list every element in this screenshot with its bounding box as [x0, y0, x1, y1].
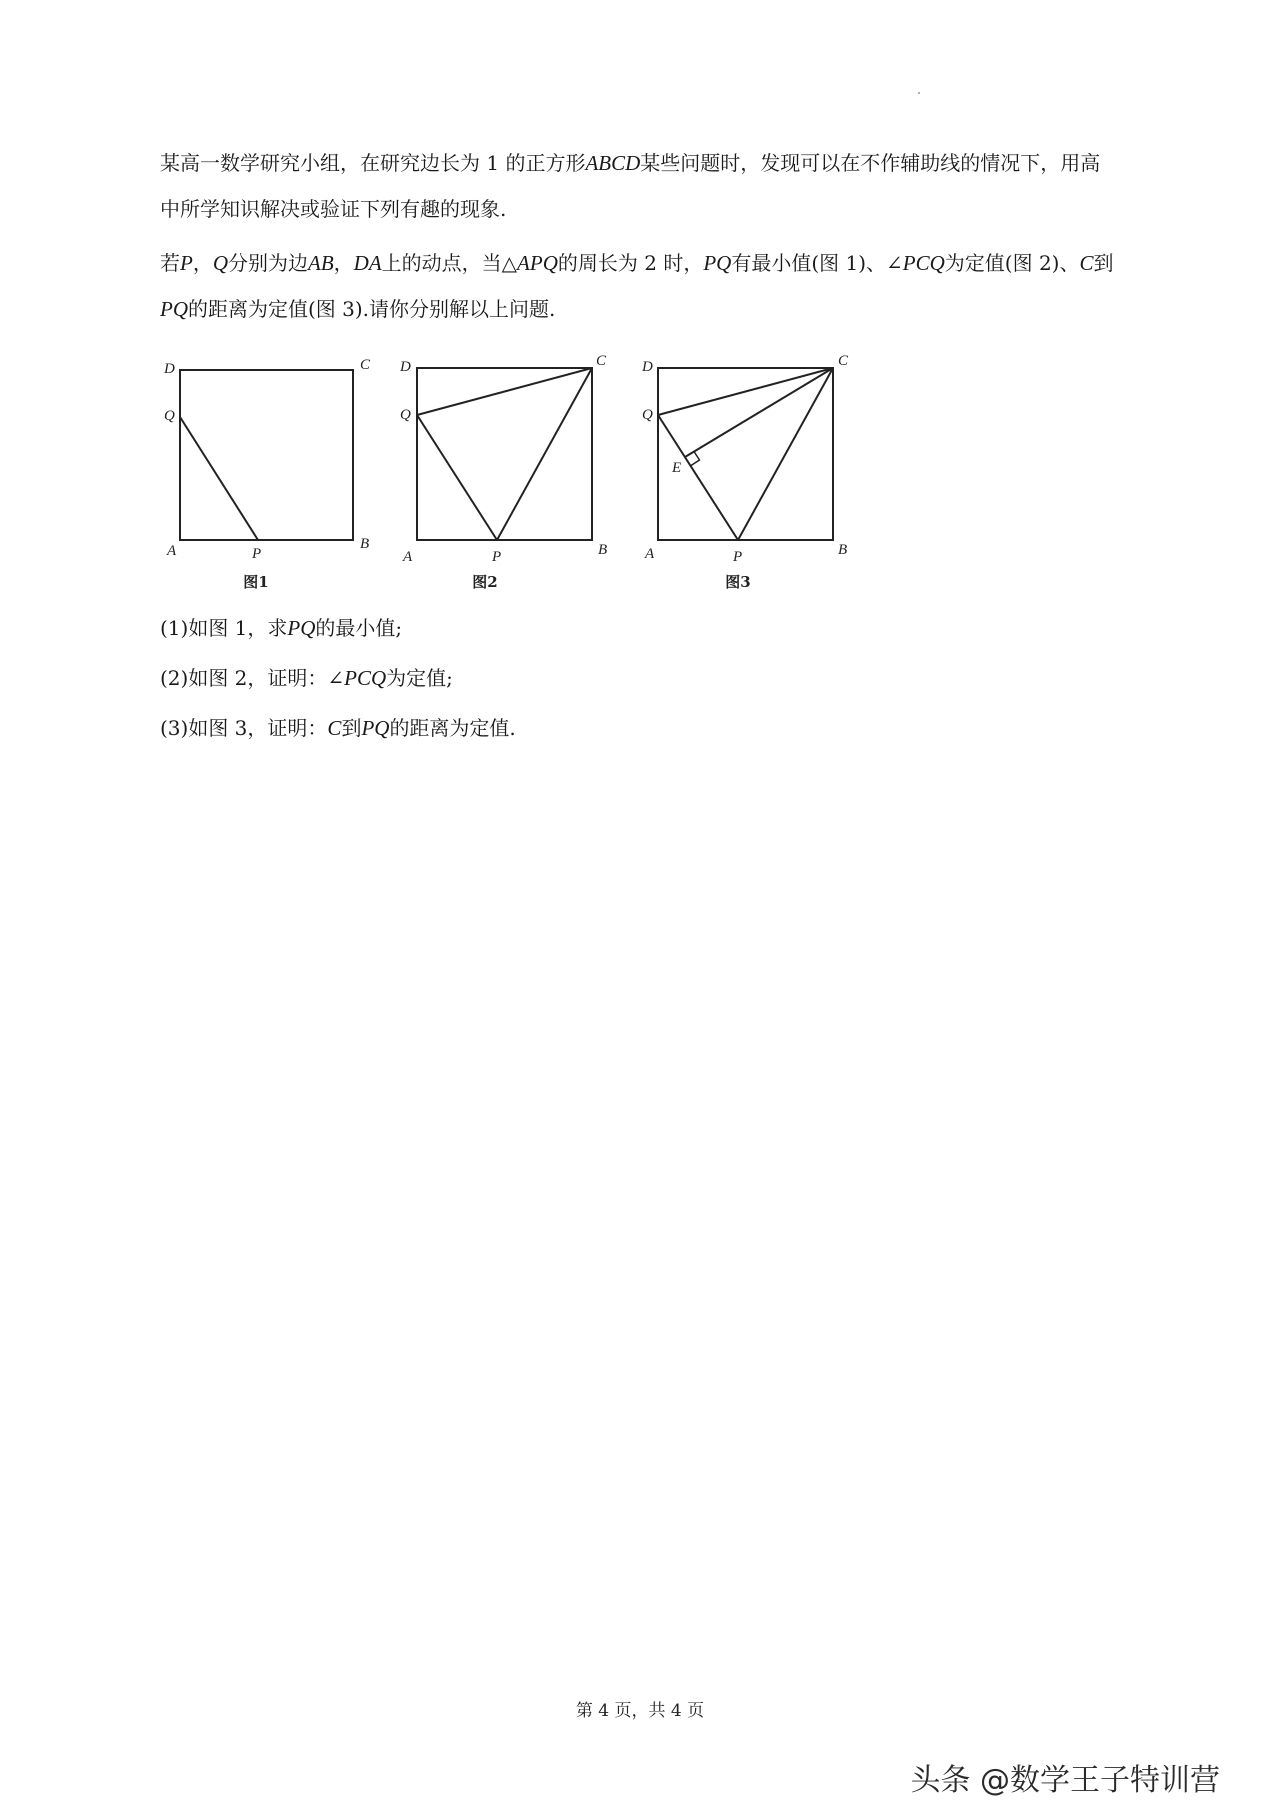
fig1-caption: 图1	[243, 573, 269, 591]
math-c: C	[1079, 251, 1094, 275]
question-2	[160, 662, 453, 691]
fig3-label-b: B	[838, 542, 848, 558]
problem-intro	[160, 140, 1120, 232]
intro-text-1: 某高一数学研究小组，在研究边长为 1 的正方形	[160, 151, 586, 175]
fig1-label-p: P	[252, 546, 262, 562]
page-footer: 第 4 页，共 4 页	[575, 1701, 705, 1721]
fig2-label-p: P	[492, 549, 502, 565]
fig1-label-c: C	[360, 357, 371, 373]
q2-text: (2)如图 2，证明：∠	[160, 666, 345, 690]
cond-text: 为定值(图 2)、	[944, 251, 1080, 275]
fig3-label-e: E	[672, 460, 682, 476]
q1-text: (1)如图 1，求	[160, 616, 288, 640]
fig2-label-c: C	[596, 353, 607, 369]
intro-text-2: 某些问题时，发现可以在不作辅助线的情况下，用高中所学知识解决或验证下列有趣的现象.	[160, 151, 1101, 221]
q2-math: PCQ	[344, 666, 387, 690]
cond-text: ，	[192, 251, 213, 275]
math-p: P	[180, 251, 193, 275]
fig1-label-d: D	[164, 361, 175, 377]
figure-1	[180, 370, 353, 540]
fig3-label-a: A	[645, 546, 655, 562]
figure-3	[658, 368, 833, 540]
math-pq: PQ	[160, 297, 188, 321]
math-square-abcd: ABCD	[585, 151, 641, 175]
geometry-figures	[150, 345, 870, 595]
q3-text: (3)如图 3，证明：	[160, 716, 328, 740]
q1-text-end: 的最小值;	[315, 616, 403, 640]
cond-text: 有最小值(图 1)、∠	[731, 251, 903, 275]
fig3-square	[658, 368, 833, 540]
cond-text: 的周长为 2 时，	[557, 251, 704, 275]
scan-speck	[918, 92, 920, 94]
cond-text: 若	[160, 251, 180, 275]
fig2-label-a: A	[403, 549, 413, 565]
math-da: DA	[353, 251, 382, 275]
q2-text-end: 为定值;	[386, 666, 453, 690]
fig1-square	[180, 370, 353, 540]
cond-text: 到	[1093, 251, 1114, 275]
fig2-label-b: B	[598, 542, 608, 558]
fig3-segment-pc	[738, 368, 833, 540]
fig2-segment-qp	[417, 415, 497, 540]
fig2-caption: 图2	[472, 573, 498, 591]
fig2-square	[417, 368, 592, 540]
math-pq: PQ	[703, 251, 732, 275]
fig3-label-q: Q	[642, 407, 653, 423]
fig3-label-d: D	[642, 359, 653, 375]
fig3-segment-qc	[658, 368, 833, 415]
fig3-label-p: P	[733, 549, 743, 565]
q3-math-c: C	[327, 716, 342, 740]
watermark: 头条 @数学王子特训营	[910, 1763, 1220, 1798]
cond-text: 的距离为定值(图 3).请你分别解以上问题.	[188, 297, 556, 321]
cond-text: 分别为边	[228, 251, 308, 275]
figure-2	[417, 368, 592, 540]
cond-text: ，	[333, 251, 354, 275]
question-1	[160, 612, 402, 641]
q3-math-pq: PQ	[361, 716, 390, 740]
q3-text-mid: 到	[341, 716, 362, 740]
fig2-segment-pc	[497, 368, 592, 540]
fig1-label-b: B	[360, 536, 370, 552]
fig1-segment-pq	[180, 417, 258, 540]
q1-math: PQ	[287, 616, 316, 640]
fig3-caption: 图3	[725, 573, 751, 591]
cond-text: 上的动点，当△	[381, 251, 518, 275]
fig3-segment-ce	[685, 368, 833, 457]
math-apq: APQ	[517, 251, 558, 275]
fig1-label-a: A	[167, 543, 177, 559]
fig3-label-c: C	[838, 353, 849, 369]
fig3-segment-qp	[658, 415, 738, 540]
math-pcq: PCQ	[902, 251, 945, 275]
fig2-label-q: Q	[400, 407, 411, 423]
math-ab: AB	[308, 251, 334, 275]
problem-condition	[160, 240, 1120, 332]
fig2-segment-qc	[417, 368, 592, 415]
fig1-label-q: Q	[164, 408, 175, 424]
fig2-label-d: D	[400, 359, 411, 375]
q3-text-end: 的距离为定值.	[389, 716, 516, 740]
question-3	[160, 712, 516, 741]
math-q: Q	[212, 251, 228, 275]
